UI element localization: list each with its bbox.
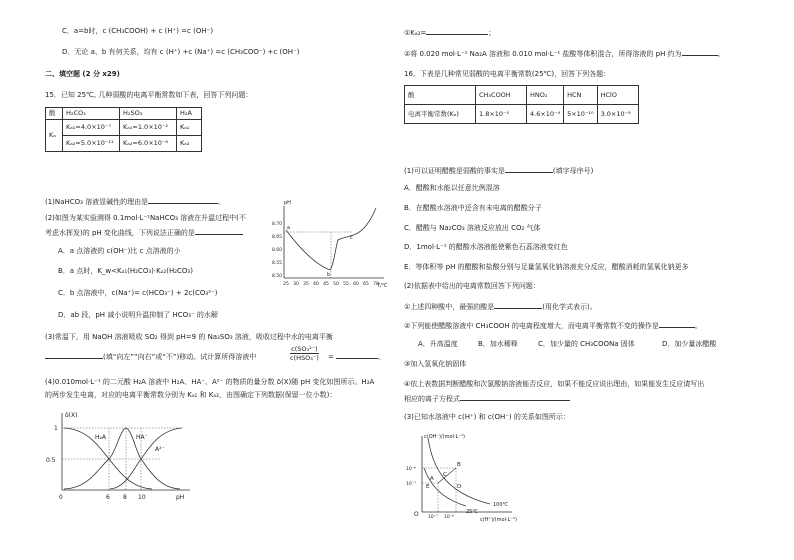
series-label: A²⁻	[155, 446, 165, 453]
y-tick-label: 8.50	[271, 274, 282, 279]
table-cell: Kₐ₂=5.0×10⁻¹¹	[63, 136, 120, 152]
ka2-text: ①Kₐ₂=	[404, 29, 427, 37]
table-cell: HClO	[597, 86, 638, 105]
q16-part2-3: ③加入氢氧化钠固体	[404, 360, 467, 368]
x-tick-label: 8	[123, 494, 127, 501]
choice-b: B．加水稀释	[478, 340, 518, 348]
x-tick-label: 10⁻⁷	[428, 515, 438, 520]
q16-part2-4-text: 相应的离子方程式	[404, 395, 460, 403]
isotherm-100c	[428, 438, 490, 504]
x-tick-label: 60	[353, 282, 359, 287]
table-cell: 酸	[405, 86, 476, 105]
point-label: b	[327, 272, 331, 278]
table-cell: 3.0×10⁻⁸	[597, 105, 638, 124]
point-label: B	[457, 462, 461, 468]
table-cell: Kₐ₁=1.0×10⁻²	[120, 120, 177, 136]
x-tick-label: 10⁻⁶	[444, 515, 454, 520]
table-cell: Kₐ₁	[177, 120, 202, 136]
x-tick-label: 0	[59, 494, 63, 501]
table-cell: Kₐ₂	[177, 136, 202, 152]
x-tick-label: 65	[363, 282, 369, 287]
option-d-line: D．无论 a、b 有何关系，均有 c (H⁺) +c (Na⁺) =c (CH₃COO⁻) +c (OH⁻)	[62, 48, 300, 56]
point-label: E	[426, 484, 430, 490]
option-c-line: C．a=b时，c (CH₃COOH) + c (H⁺) =c (OH⁻)	[62, 27, 214, 35]
series-label: H₂A	[95, 434, 107, 441]
table-cell: H₂SO₃	[120, 108, 177, 120]
q16-part2-2-text: ②下列能使醋酸溶液中 CH₃COOH 的电离程度增大，而电离平衡常数不变的操作是	[404, 322, 659, 330]
answer-blank[interactable]	[148, 196, 218, 204]
table-cell: 1.8×10⁻⁵	[476, 105, 527, 124]
ph-temperature-graph	[272, 198, 392, 290]
isotherm-label: 25℃	[466, 509, 478, 515]
q15-part2-text: 考虑水挥发)的 pH 变化曲线，下列说法正确的是	[45, 229, 195, 237]
q16-part1-text: (1)可以证明醋酸是弱酸的事实是	[404, 167, 505, 175]
table-cell: 4.6×10⁻⁴	[527, 105, 564, 124]
q15-part1: (1)NaHCO₃ 溶液显碱性的理由是 。	[45, 198, 226, 206]
y-tick-label: 0.5	[46, 457, 56, 464]
table-cell: H₂CO₃	[63, 108, 120, 120]
q15-part4-line1: (4)0.010mol·L⁻¹ 的二元酸 H₂A 溶液中 H₂A、HA⁻、A²⁻ 的物质的量分数 δ(X)随 pH 变化如图所示。H₂A	[45, 378, 375, 386]
q16-part2-4-line2	[404, 393, 570, 404]
x-tick-label: 50	[333, 282, 339, 287]
y-tick-label: 1	[54, 425, 58, 432]
q16-part2-2: ②下列能使醋酸溶液中 CH₃COOH 的电离程度增大，而电离平衡常数不变的操作是 。	[404, 322, 702, 330]
option-e: E．等体积等 pH 的醋酸和盐酸分别与足量氢氧化钠溶液充分反应，醋酸消耗的氢氧化钠更多	[404, 263, 689, 271]
point-label: A	[430, 476, 434, 482]
point-label: C	[443, 472, 447, 478]
answer-blank[interactable]	[460, 393, 570, 401]
y-axis-label: pH	[284, 200, 291, 206]
option-c: C．醋酸与 Na₂CO₃ 溶液反应放出 CO₂ 气体	[404, 224, 541, 232]
table-row	[46, 136, 202, 152]
ratio-fraction	[290, 345, 319, 362]
x-tick-label: 10	[138, 494, 146, 501]
answer-blank[interactable]	[682, 48, 718, 56]
answer-blank[interactable]	[494, 301, 542, 309]
isotherm-label: 100℃	[493, 502, 509, 508]
table-row	[405, 105, 639, 124]
option-a: A．醋酸和水能以任意比例混溶	[404, 184, 500, 192]
answer-blank[interactable]	[45, 351, 103, 359]
option-c: C．b 点溶液中，c(Na⁺)= c(HCO₃⁻) + 2c(CO₃²⁻)	[58, 289, 218, 297]
point-label: a	[287, 225, 291, 231]
ae-line	[438, 468, 456, 483]
q15-part4-line2: 的两步发生电离，对应的电离平衡常数分别为 Kₐ₁ 和 Kₐ₂，由图确定下列数据(保留一位小数)：	[45, 391, 337, 399]
q16-part2: (2)依据表中给出的电离常数回答下列问题：	[404, 282, 540, 290]
q15-ph: ②将 0.020 mol·L⁻¹ Na₂A 溶液和 0.010 mol·L⁻¹ 盐酸等体积混合，所得溶液的 pH 约为 。	[404, 50, 725, 58]
acid-table-2	[404, 85, 639, 124]
x-axis-unit: T/℃	[377, 283, 388, 289]
water-ion-product-graph	[400, 428, 550, 522]
option-a: A．a 点溶液的 c(OH⁻)比 c 点溶液的小	[58, 247, 181, 255]
x-tick-label: 45	[323, 282, 329, 287]
q16-part2-1-tail: (用化学式表示)。	[542, 303, 597, 311]
ha-curve	[64, 428, 180, 489]
section-title: 二、填空题 (2 分 x29)	[45, 70, 120, 78]
table-row	[46, 120, 202, 136]
q16-part1-tail: (填字母序号)	[552, 167, 594, 175]
table-cell: CH₃COOH	[476, 86, 527, 105]
q15-part3-line2	[45, 351, 256, 362]
fraction-numerator: c(SO₃²⁻)	[291, 345, 318, 353]
table-cell: H₂A	[177, 108, 202, 120]
acid-table-1	[45, 107, 202, 152]
x-tick-label: 30	[293, 282, 299, 287]
q15-part3-text: (填“向左”“向右”或“不”)移动。试计算所得溶液中	[103, 353, 257, 361]
q15-intro: 15．已知 25℃, 几种弱酸的电离平衡常数如下表，回答下列问题：	[45, 91, 253, 99]
answer-blank[interactable]	[336, 351, 378, 359]
x-tick-label: 6	[106, 494, 110, 501]
origin-label: O	[414, 511, 419, 518]
option-d: D．ab 段，pH 减小说明升温抑制了 HCO₃⁻ 的水解	[58, 311, 218, 319]
x-axis-label: pH	[176, 494, 185, 501]
table-cell: 酸	[46, 108, 63, 120]
q16-part1	[404, 165, 593, 176]
q16-intro: 16．下表是几种常见弱酸的电离平衡常数(25℃)，回答下列各题：	[404, 70, 611, 78]
y-tick-label: 8.65	[271, 235, 282, 240]
x-axis-label: c(H⁺)/(mol·L⁻¹)	[480, 517, 517, 523]
option-d: D．1mol·L⁻¹ 的醋酸水溶液能使紫色石蕊溶液变红色	[404, 243, 568, 251]
choice-c: C．加少量的 CH₃COONa 固体	[538, 340, 635, 348]
y-tick-label: 10⁻⁷	[406, 482, 416, 487]
table-cell: Kₐ	[46, 120, 63, 152]
point-label: c	[350, 235, 353, 241]
table-cell: 电离平衡常数(Kₐ)	[405, 105, 476, 124]
x-tick-label: 70	[373, 282, 379, 287]
q15-part2-line1: (2)如图为某实验测得 0.1mol·L⁻¹NaHCO₃ 溶液在升温过程中(不	[45, 214, 246, 222]
option-b: B．a 点时，K_w<Kₐ₁(H₂CO₃)·Kₐ₂(H₂CO₃)	[58, 267, 193, 275]
table-cell: HCN	[564, 86, 598, 105]
q16-part2-1-text: ①上述四种酸中，最强的酸是	[404, 303, 495, 311]
table-cell: HNO₂	[527, 86, 564, 105]
table-cell: Kₐ₂=6.0×10⁻⁸	[120, 136, 177, 152]
answer-blank[interactable]	[195, 227, 243, 235]
answer-blank[interactable]	[505, 165, 553, 173]
table-cell: 5×10⁻¹⁰	[564, 105, 598, 124]
ratio-answer: = 。	[328, 353, 386, 361]
answer-blank[interactable]	[659, 320, 695, 328]
ph-text: ②将 0.020 mol·L⁻¹ Na₂A 溶液和 0.010 mol·L⁻¹ 盐酸等体积混合，所得溶液的 pH 约为	[404, 50, 682, 58]
table-row	[46, 108, 202, 120]
x-tick-label: 55	[343, 282, 349, 287]
y-tick-label: 8.60	[271, 248, 282, 253]
x-tick-label: 35	[303, 282, 309, 287]
y-axis-label: δ(X)	[65, 412, 78, 419]
q16-part3: (3)已知水溶液中 c(H⁺) 和 c(OH⁻) 的关系如图所示：	[404, 413, 570, 421]
y-axis-label: c(OH⁻)/(mol·L⁻¹)	[424, 434, 465, 440]
option-b: B．在醋酸水溶液中还含有未电离的醋酸分子	[404, 204, 542, 212]
series-label: HA⁻	[136, 434, 148, 441]
y-tick-label: 8.70	[271, 222, 282, 227]
q16-part2-1	[404, 301, 597, 312]
q16-part2-4-line1: ④依上表数据判断醋酸和次氯酸钠溶液能否反应，如果不能反应说出理由，如果能发生反应请写出	[404, 380, 705, 388]
q15-part3-line1: (3)常温下，用 NaOH 溶液吸收 SO₂ 得到 pH=9 的 Na₂SO₃ 溶液，吸收过程中水的电离平衡	[45, 333, 333, 341]
point-label: D	[457, 484, 462, 490]
x-tick-label: 40	[313, 282, 319, 287]
fraction-distribution-graph	[40, 408, 200, 500]
table-row	[405, 86, 639, 105]
x-tick-label: 25	[283, 282, 289, 287]
y-tick-label: 8.55	[271, 261, 282, 266]
answer-blank[interactable]	[426, 27, 488, 35]
choice-d: D．加少量冰醋酸	[662, 340, 717, 348]
q15-part1-text: (1)NaHCO₃ 溶液显碱性的理由是	[45, 198, 149, 206]
choice-a: A．升高温度	[418, 340, 458, 348]
q15-ka2: ①Kₐ₂= ；	[404, 29, 496, 37]
y-tick-label: 10⁻⁶	[406, 467, 416, 472]
fraction-denominator: c(HSO₃⁻)	[290, 354, 319, 362]
q15-part2-line2	[45, 227, 243, 238]
table-cell: Kₐ₁=4.0×10⁻⁷	[63, 120, 120, 136]
